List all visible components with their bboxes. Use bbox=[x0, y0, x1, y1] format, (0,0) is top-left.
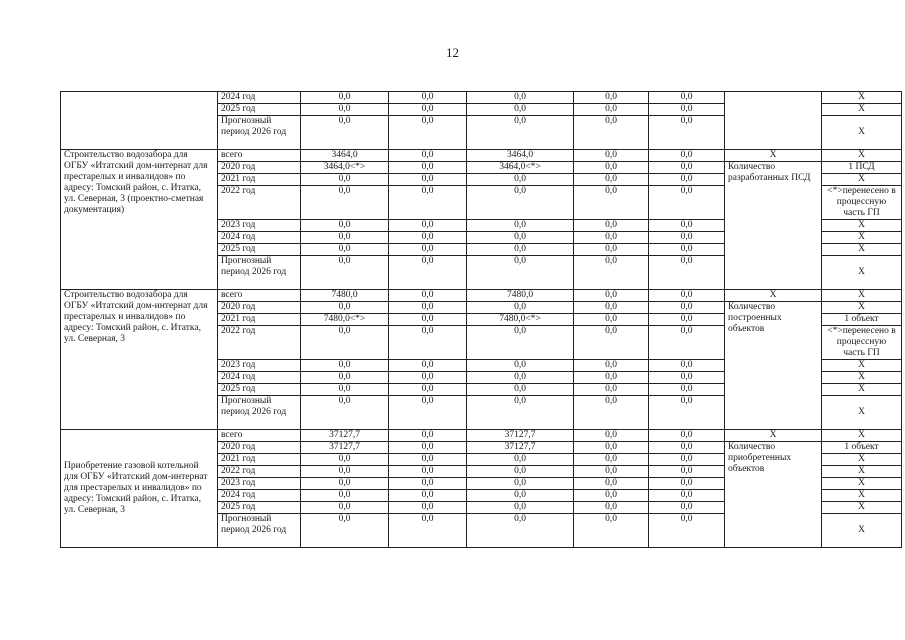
value-cell: 0,0 bbox=[649, 454, 725, 466]
value-cell: 0,0 bbox=[467, 396, 574, 430]
project-name-cell: Приобретение газовой котельной для ОГБУ «Итатский дом-интернат для престарелых и инвалидов» по адресу: Томский район, с. Итатка, ул. Северная, 3 bbox=[61, 430, 218, 548]
value-cell: 0,0 bbox=[574, 466, 649, 478]
value-cell: 0,0 bbox=[649, 92, 725, 104]
value-cell: 0,0 bbox=[301, 302, 389, 314]
value-cell: 0,0 bbox=[389, 514, 467, 548]
value-cell: 0,0 bbox=[301, 256, 389, 290]
value-cell: 0,0 bbox=[574, 186, 649, 220]
value-cell: 0,0 bbox=[467, 186, 574, 220]
value-cell: 0,0 bbox=[467, 220, 574, 232]
indicator-value-cell: Х bbox=[822, 490, 902, 502]
value-cell: 0,0 bbox=[389, 502, 467, 514]
value-cell: 37127,7 bbox=[301, 442, 389, 454]
value-cell: 0,0 bbox=[389, 92, 467, 104]
value-cell: 0,0 bbox=[574, 162, 649, 174]
value-cell: 0,0 bbox=[389, 174, 467, 186]
value-cell: 0,0 bbox=[301, 220, 389, 232]
value-cell: 7480,0 bbox=[301, 290, 389, 302]
value-cell: 0,0 bbox=[467, 466, 574, 478]
value-cell: 0,0 bbox=[301, 396, 389, 430]
value-cell: 0,0 bbox=[574, 454, 649, 466]
value-cell: 0,0 bbox=[389, 116, 467, 150]
value-cell: 0,0 bbox=[649, 442, 725, 454]
indicator-value-cell: Х bbox=[822, 514, 902, 548]
period-cell: 2021 год bbox=[218, 454, 301, 466]
value-cell: 0,0 bbox=[574, 478, 649, 490]
value-cell: 0,0 bbox=[467, 244, 574, 256]
period-cell: 2023 год bbox=[218, 220, 301, 232]
indicator-value-cell: Х bbox=[822, 92, 902, 104]
value-cell: 0,0 bbox=[649, 256, 725, 290]
indicator-name-cell bbox=[725, 92, 822, 150]
period-cell: Прогнозный период 2026 год bbox=[218, 396, 301, 430]
value-cell: 0,0 bbox=[649, 502, 725, 514]
indicator-value-cell: 1 объект bbox=[822, 442, 902, 454]
value-cell: 0,0 bbox=[574, 92, 649, 104]
indicator-value-cell: Х bbox=[822, 104, 902, 116]
indicator-value-cell: Х bbox=[822, 256, 902, 290]
period-cell: всего bbox=[218, 430, 301, 442]
value-cell: 0,0 bbox=[389, 372, 467, 384]
value-cell: 0,0 bbox=[574, 256, 649, 290]
value-cell: 0,0 bbox=[301, 244, 389, 256]
indicator-cell: Х bbox=[725, 430, 822, 442]
value-cell: 0,0 bbox=[301, 466, 389, 478]
period-cell: 2021 год bbox=[218, 314, 301, 326]
period-cell: 2023 год bbox=[218, 478, 301, 490]
value-cell: 37127,7 bbox=[467, 430, 574, 442]
value-cell: 0,0 bbox=[301, 514, 389, 548]
value-cell: 3464,0<*> bbox=[301, 162, 389, 174]
period-cell: всего bbox=[218, 150, 301, 162]
value-cell: 0,0 bbox=[649, 104, 725, 116]
indicator-value-cell: Х bbox=[822, 430, 902, 442]
value-cell: 0,0 bbox=[389, 302, 467, 314]
value-cell: 0,0 bbox=[574, 220, 649, 232]
value-cell: 0,0 bbox=[389, 442, 467, 454]
indicator-name-cell: Количество построенных объектов bbox=[725, 302, 822, 430]
value-cell: 0,0 bbox=[649, 490, 725, 502]
indicator-value-cell: Х bbox=[822, 502, 902, 514]
indicator-value-cell: Х bbox=[822, 244, 902, 256]
value-cell: 0,0 bbox=[467, 454, 574, 466]
indicator-value-cell: Х bbox=[822, 220, 902, 232]
program-table bbox=[60, 91, 902, 548]
period-cell: 2022 год bbox=[218, 466, 301, 478]
value-cell: 0,0 bbox=[389, 326, 467, 360]
table-row bbox=[61, 92, 902, 104]
period-cell: 2020 год bbox=[218, 442, 301, 454]
project-name-cell bbox=[61, 92, 218, 150]
project-name-cell: Строительство водозабора для ОГБУ «Итатский дом-интернат для престарелых и инвалидов» по адресу: Томский район, с. Итатка, ул. Северная, 3 (проектно-сметная документация) bbox=[61, 150, 218, 290]
indicator-value-cell: Х bbox=[822, 174, 902, 186]
table-row bbox=[61, 150, 902, 162]
value-cell: 0,0 bbox=[649, 372, 725, 384]
value-cell: 0,0 bbox=[649, 396, 725, 430]
value-cell: 0,0 bbox=[301, 186, 389, 220]
value-cell: 0,0 bbox=[389, 104, 467, 116]
period-cell: Прогнозный период 2026 год bbox=[218, 116, 301, 150]
value-cell: 0,0 bbox=[389, 360, 467, 372]
value-cell: 0,0 bbox=[389, 256, 467, 290]
value-cell: 0,0 bbox=[574, 314, 649, 326]
value-cell: 0,0 bbox=[301, 116, 389, 150]
indicator-value-cell: Х bbox=[822, 290, 902, 302]
period-cell: 2025 год bbox=[218, 384, 301, 396]
value-cell: 0,0 bbox=[467, 174, 574, 186]
value-cell: 0,0 bbox=[389, 396, 467, 430]
value-cell: 0,0 bbox=[389, 490, 467, 502]
period-cell: 2024 год bbox=[218, 92, 301, 104]
value-cell: 0,0 bbox=[574, 302, 649, 314]
value-cell: 0,0 bbox=[574, 502, 649, 514]
value-cell: 0,0 bbox=[467, 372, 574, 384]
value-cell: 0,0 bbox=[649, 290, 725, 302]
value-cell: 0,0 bbox=[467, 116, 574, 150]
period-cell: 2020 год bbox=[218, 302, 301, 314]
value-cell: 7480,0 bbox=[467, 290, 574, 302]
value-cell: 0,0 bbox=[649, 186, 725, 220]
value-cell: 0,0 bbox=[389, 384, 467, 396]
value-cell: 0,0 bbox=[467, 490, 574, 502]
value-cell: 0,0 bbox=[574, 360, 649, 372]
period-cell: 2024 год bbox=[218, 232, 301, 244]
indicator-value-cell: Х bbox=[822, 396, 902, 430]
value-cell: 0,0 bbox=[301, 360, 389, 372]
project-name-cell: Строительство водозабора для ОГБУ «Итатский дом-интернат для престарелых и инвалидов» по адресу: Томский район, с. Итатка, ул. Северная, 3 bbox=[61, 290, 218, 430]
value-cell: 0,0 bbox=[301, 478, 389, 490]
value-cell: 0,0 bbox=[649, 116, 725, 150]
value-cell: 0,0 bbox=[649, 244, 725, 256]
value-cell: 0,0 bbox=[389, 186, 467, 220]
value-cell: 0,0 bbox=[389, 478, 467, 490]
period-cell: 2020 год bbox=[218, 162, 301, 174]
indicator-value-cell: Х bbox=[822, 372, 902, 384]
value-cell: 0,0 bbox=[574, 150, 649, 162]
value-cell: 0,0 bbox=[301, 490, 389, 502]
indicator-value-cell: Х bbox=[822, 116, 902, 150]
value-cell: 0,0 bbox=[467, 384, 574, 396]
value-cell: 0,0 bbox=[301, 104, 389, 116]
period-cell: 2021 год bbox=[218, 174, 301, 186]
value-cell: 0,0 bbox=[389, 220, 467, 232]
value-cell: 0,0 bbox=[574, 290, 649, 302]
indicator-value-cell: Х bbox=[822, 384, 902, 396]
value-cell: 3464,0<*> bbox=[467, 162, 574, 174]
period-cell: 2024 год bbox=[218, 372, 301, 384]
indicator-cell: Х bbox=[725, 290, 822, 302]
value-cell: 0,0 bbox=[649, 384, 725, 396]
value-cell: 0,0 bbox=[301, 502, 389, 514]
value-cell: 0,0 bbox=[389, 454, 467, 466]
table-row bbox=[61, 430, 902, 442]
value-cell: 0,0 bbox=[389, 314, 467, 326]
value-cell: 0,0 bbox=[467, 360, 574, 372]
value-cell: 0,0 bbox=[389, 466, 467, 478]
indicator-value-cell: Х bbox=[822, 454, 902, 466]
period-cell: Прогнозный период 2026 год bbox=[218, 256, 301, 290]
period-cell: 2025 год bbox=[218, 244, 301, 256]
indicator-value-cell: Х bbox=[822, 232, 902, 244]
value-cell: 3464,0 bbox=[301, 150, 389, 162]
value-cell: 0,0 bbox=[389, 232, 467, 244]
indicator-value-cell: Х bbox=[822, 302, 902, 314]
indicator-name-cell: Количество приобретенных объектов bbox=[725, 442, 822, 548]
value-cell: 0,0 bbox=[574, 490, 649, 502]
value-cell: 0,0 bbox=[649, 314, 725, 326]
period-cell: Прогнозный период 2026 год bbox=[218, 514, 301, 548]
value-cell: 0,0 bbox=[467, 104, 574, 116]
value-cell: 0,0 bbox=[467, 256, 574, 290]
indicator-value-cell: Х bbox=[822, 478, 902, 490]
indicator-value-cell: Х bbox=[822, 150, 902, 162]
value-cell: 0,0 bbox=[649, 514, 725, 548]
indicator-cell: Х bbox=[725, 150, 822, 162]
value-cell: 0,0 bbox=[649, 232, 725, 244]
value-cell: 0,0 bbox=[389, 150, 467, 162]
value-cell: 0,0 bbox=[301, 92, 389, 104]
value-cell: 0,0 bbox=[649, 430, 725, 442]
indicator-value-cell: 1 объект bbox=[822, 314, 902, 326]
value-cell: 0,0 bbox=[649, 174, 725, 186]
indicator-value-cell: <*>перенесено в процессную часть ГП bbox=[822, 186, 902, 220]
value-cell: 0,0 bbox=[467, 92, 574, 104]
value-cell: 0,0 bbox=[574, 104, 649, 116]
value-cell: 37127,7 bbox=[467, 442, 574, 454]
value-cell: 0,0 bbox=[301, 454, 389, 466]
indicator-name-cell: Количество разработанных ПСД bbox=[725, 162, 822, 290]
value-cell: 0,0 bbox=[389, 430, 467, 442]
value-cell: 0,0 bbox=[649, 478, 725, 490]
period-cell: 2024 год bbox=[218, 490, 301, 502]
period-cell: 2025 год bbox=[218, 502, 301, 514]
period-cell: 2022 год bbox=[218, 186, 301, 220]
value-cell: 0,0 bbox=[649, 302, 725, 314]
indicator-value-cell: 1 ПСД bbox=[822, 162, 902, 174]
value-cell: 3464,0 bbox=[467, 150, 574, 162]
indicator-value-cell: Х bbox=[822, 466, 902, 478]
period-cell: 2023 год bbox=[218, 360, 301, 372]
value-cell: 0,0 bbox=[467, 478, 574, 490]
value-cell: 0,0 bbox=[574, 244, 649, 256]
value-cell: 0,0 bbox=[389, 162, 467, 174]
value-cell: 0,0 bbox=[649, 360, 725, 372]
value-cell: 7480,0<*> bbox=[301, 314, 389, 326]
value-cell: 0,0 bbox=[649, 162, 725, 174]
value-cell: 37127,7 bbox=[301, 430, 389, 442]
value-cell: 0,0 bbox=[574, 384, 649, 396]
value-cell: 0,0 bbox=[649, 150, 725, 162]
value-cell: 0,0 bbox=[301, 372, 389, 384]
indicator-value-cell: <*>перенесено в процессную часть ГП bbox=[822, 326, 902, 360]
value-cell: 0,0 bbox=[649, 326, 725, 360]
value-cell: 0,0 bbox=[574, 174, 649, 186]
table-row bbox=[61, 290, 902, 302]
value-cell: 0,0 bbox=[467, 326, 574, 360]
value-cell: 0,0 bbox=[574, 372, 649, 384]
value-cell: 0,0 bbox=[467, 502, 574, 514]
value-cell: 0,0 bbox=[301, 326, 389, 360]
value-cell: 0,0 bbox=[467, 302, 574, 314]
value-cell: 0,0 bbox=[574, 326, 649, 360]
value-cell: 0,0 bbox=[467, 514, 574, 548]
value-cell: 0,0 bbox=[389, 290, 467, 302]
value-cell: 0,0 bbox=[301, 174, 389, 186]
period-cell: 2022 год bbox=[218, 326, 301, 360]
value-cell: 0,0 bbox=[301, 232, 389, 244]
value-cell: 0,0 bbox=[574, 514, 649, 548]
value-cell: 0,0 bbox=[389, 244, 467, 256]
value-cell: 0,0 bbox=[574, 442, 649, 454]
indicator-value-cell: Х bbox=[822, 360, 902, 372]
value-cell: 0,0 bbox=[574, 116, 649, 150]
value-cell: 0,0 bbox=[574, 232, 649, 244]
value-cell: 0,0 bbox=[574, 396, 649, 430]
value-cell: 0,0 bbox=[301, 384, 389, 396]
value-cell: 0,0 bbox=[649, 220, 725, 232]
value-cell: 0,0 bbox=[574, 430, 649, 442]
value-cell: 0,0 bbox=[467, 232, 574, 244]
value-cell: 7480,0<*> bbox=[467, 314, 574, 326]
value-cell: 0,0 bbox=[649, 466, 725, 478]
period-cell: всего bbox=[218, 290, 301, 302]
page-number: 12 bbox=[446, 45, 459, 60]
period-cell: 2025 год bbox=[218, 104, 301, 116]
